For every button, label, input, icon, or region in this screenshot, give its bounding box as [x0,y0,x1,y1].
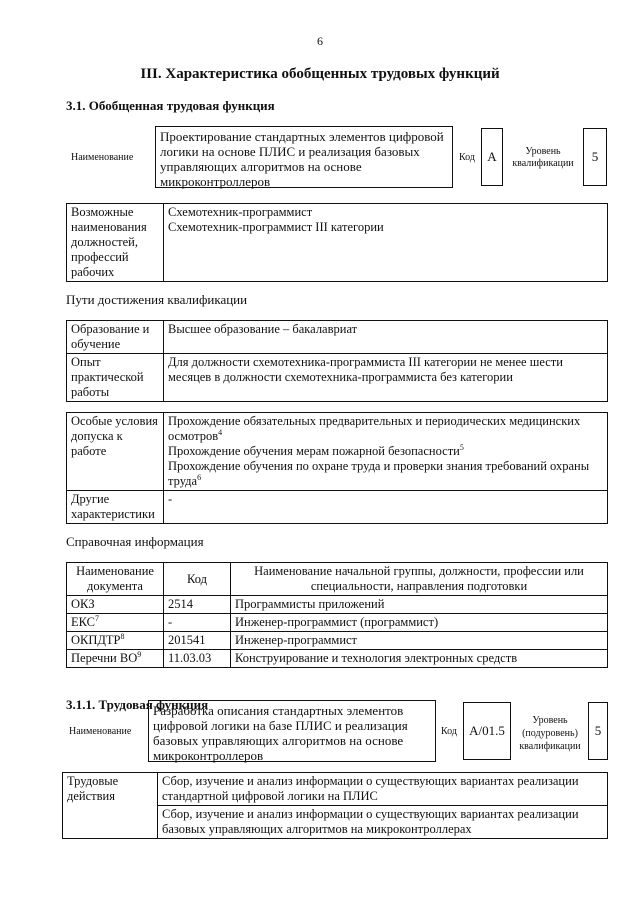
paths-label: Опыт практической работы [67,354,164,402]
table-header-row [67,563,608,596]
conditions-table [66,412,608,524]
condition-item: Прохождение обучения мерам пожарной безопасности$^5$ [168,442,464,458]
conditions-value: - [164,491,608,524]
tf-name-value: Разработка описания стандартных элементов цифровой логики на базе ПЛИС и реализация базовых управляющих алгоритмов на основе микроконтроллеров [153,703,408,763]
gtf-code-box [481,128,503,186]
position-item: Схемотехник-программист [168,205,313,219]
table-row [63,773,608,806]
reference-table [66,562,608,668]
table-row [67,632,608,650]
name-cell: Программисты приложений [231,596,608,614]
positions-table [66,203,608,282]
code-cell: 201541 [164,632,231,650]
table-row [67,650,608,668]
doc-cell: ОКЗ [67,596,164,614]
action-item: Сбор, изучение и анализ информации о существующих вариантах реализации базовых управляющих алгоритмов на микроконтроллерах [158,806,608,839]
paths-label: Образование и обучение [67,321,164,354]
footnote-ref: 9 [137,649,142,659]
gtf-code-value: A [487,149,497,164]
footnote-ref: 7 [95,613,99,623]
footnote-ref: 4 [218,427,223,437]
gtf-code-label: Код [459,152,475,163]
reference-heading: Справочная информация [66,534,204,549]
table-row [67,354,608,402]
name-cell: Инженер-программист [231,632,608,650]
table-row [67,491,608,524]
paths-value: Для должности схемотехника-программиста III категории не менее шести месяцев в должности схемотехника-программиста без категории [164,354,608,402]
gtf-level-box [583,128,607,186]
tf-code-box [463,702,511,760]
position-item: Схемотехник-программист III категории [168,220,384,234]
doc-cell: Перечни $ВО^9$ [67,650,164,668]
code-cell: - [164,614,231,632]
paths-heading: Пути достижения квалификации [66,292,248,307]
action-item: Сбор, изучение и анализ информации о существующих вариантах реализации стандартной цифровой логики на ПЛИС [158,773,608,806]
doc-cell: ОКПДТР$^8$ [67,632,164,650]
positions-label: Возможные наименования должностей, профессий рабочих [67,204,164,282]
table-row [67,321,608,354]
page-number: 6 [317,34,323,48]
gtf-name-box [155,126,453,188]
paths-table [66,320,608,402]
section-title: III. Характеристика обобщенных трудовых функций [140,66,500,82]
paths-value: Высшее образование – бакалавриат [164,321,608,354]
column-header: Код [164,563,231,596]
gtf-name-label: Наименование [71,152,134,163]
conditions-label: Другие характеристики [67,491,164,524]
gtf-level-value: 5 [591,149,599,164]
actions-table [62,772,608,839]
gtf-level-label: Уровень квалификации [512,146,574,169]
table-row [67,413,608,491]
tf-code-value: A/01.5 [469,723,505,738]
footnote-ref: 8 [120,631,125,641]
tf-level-value: 5 [594,723,602,738]
column-header: Наименование документа [67,563,164,596]
footnote-ref: 5 [459,442,464,452]
column-header: Наименование начальной группы, должности, профессии или специальности, направления подготовки [231,563,608,596]
tf-code-label: Код [441,726,457,737]
code-cell: 11.03.03 [164,650,231,668]
tf-level-box [588,702,608,760]
gtf-name-value: Проектирование стандартных элементов цифровой логики на основе ПЛИС и реализация базовых управляющих алгоритмов на основе микроконтроллеров [160,129,444,189]
conditions-label: Особые условия допуска к работе [67,413,164,491]
tf-level-label: Уровень (подуровень) квалификации [519,715,581,752]
doc-cell: ЕКС$^7$ [67,614,164,632]
table-row [67,596,608,614]
table-row [67,204,608,282]
condition-item: Прохождение обязательных предварительных и периодических медицинских осмотров$^4$ [168,414,581,443]
table-row [67,614,608,632]
condition-item: Прохождение обучения по охране труда и проверки знания требований охраны труда$^6$ [168,459,590,488]
tf-name-box [148,700,436,762]
tf-name-label: Наименование [69,726,132,737]
name-cell: Инженер-программист (программист) [231,614,608,632]
conditions-values [164,413,608,491]
gtf-heading: 3.1. Обобщенная трудовая функция [66,98,275,113]
code-cell: 2514 [164,596,231,614]
positions-values [164,204,608,282]
footnote-ref: 6 [197,472,202,482]
name-cell: Конструирование и технология электронных средств [231,650,608,668]
tf-heading: 3.1.1. Трудовая функция [66,697,209,712]
actions-label: Трудовые действия [63,773,158,839]
